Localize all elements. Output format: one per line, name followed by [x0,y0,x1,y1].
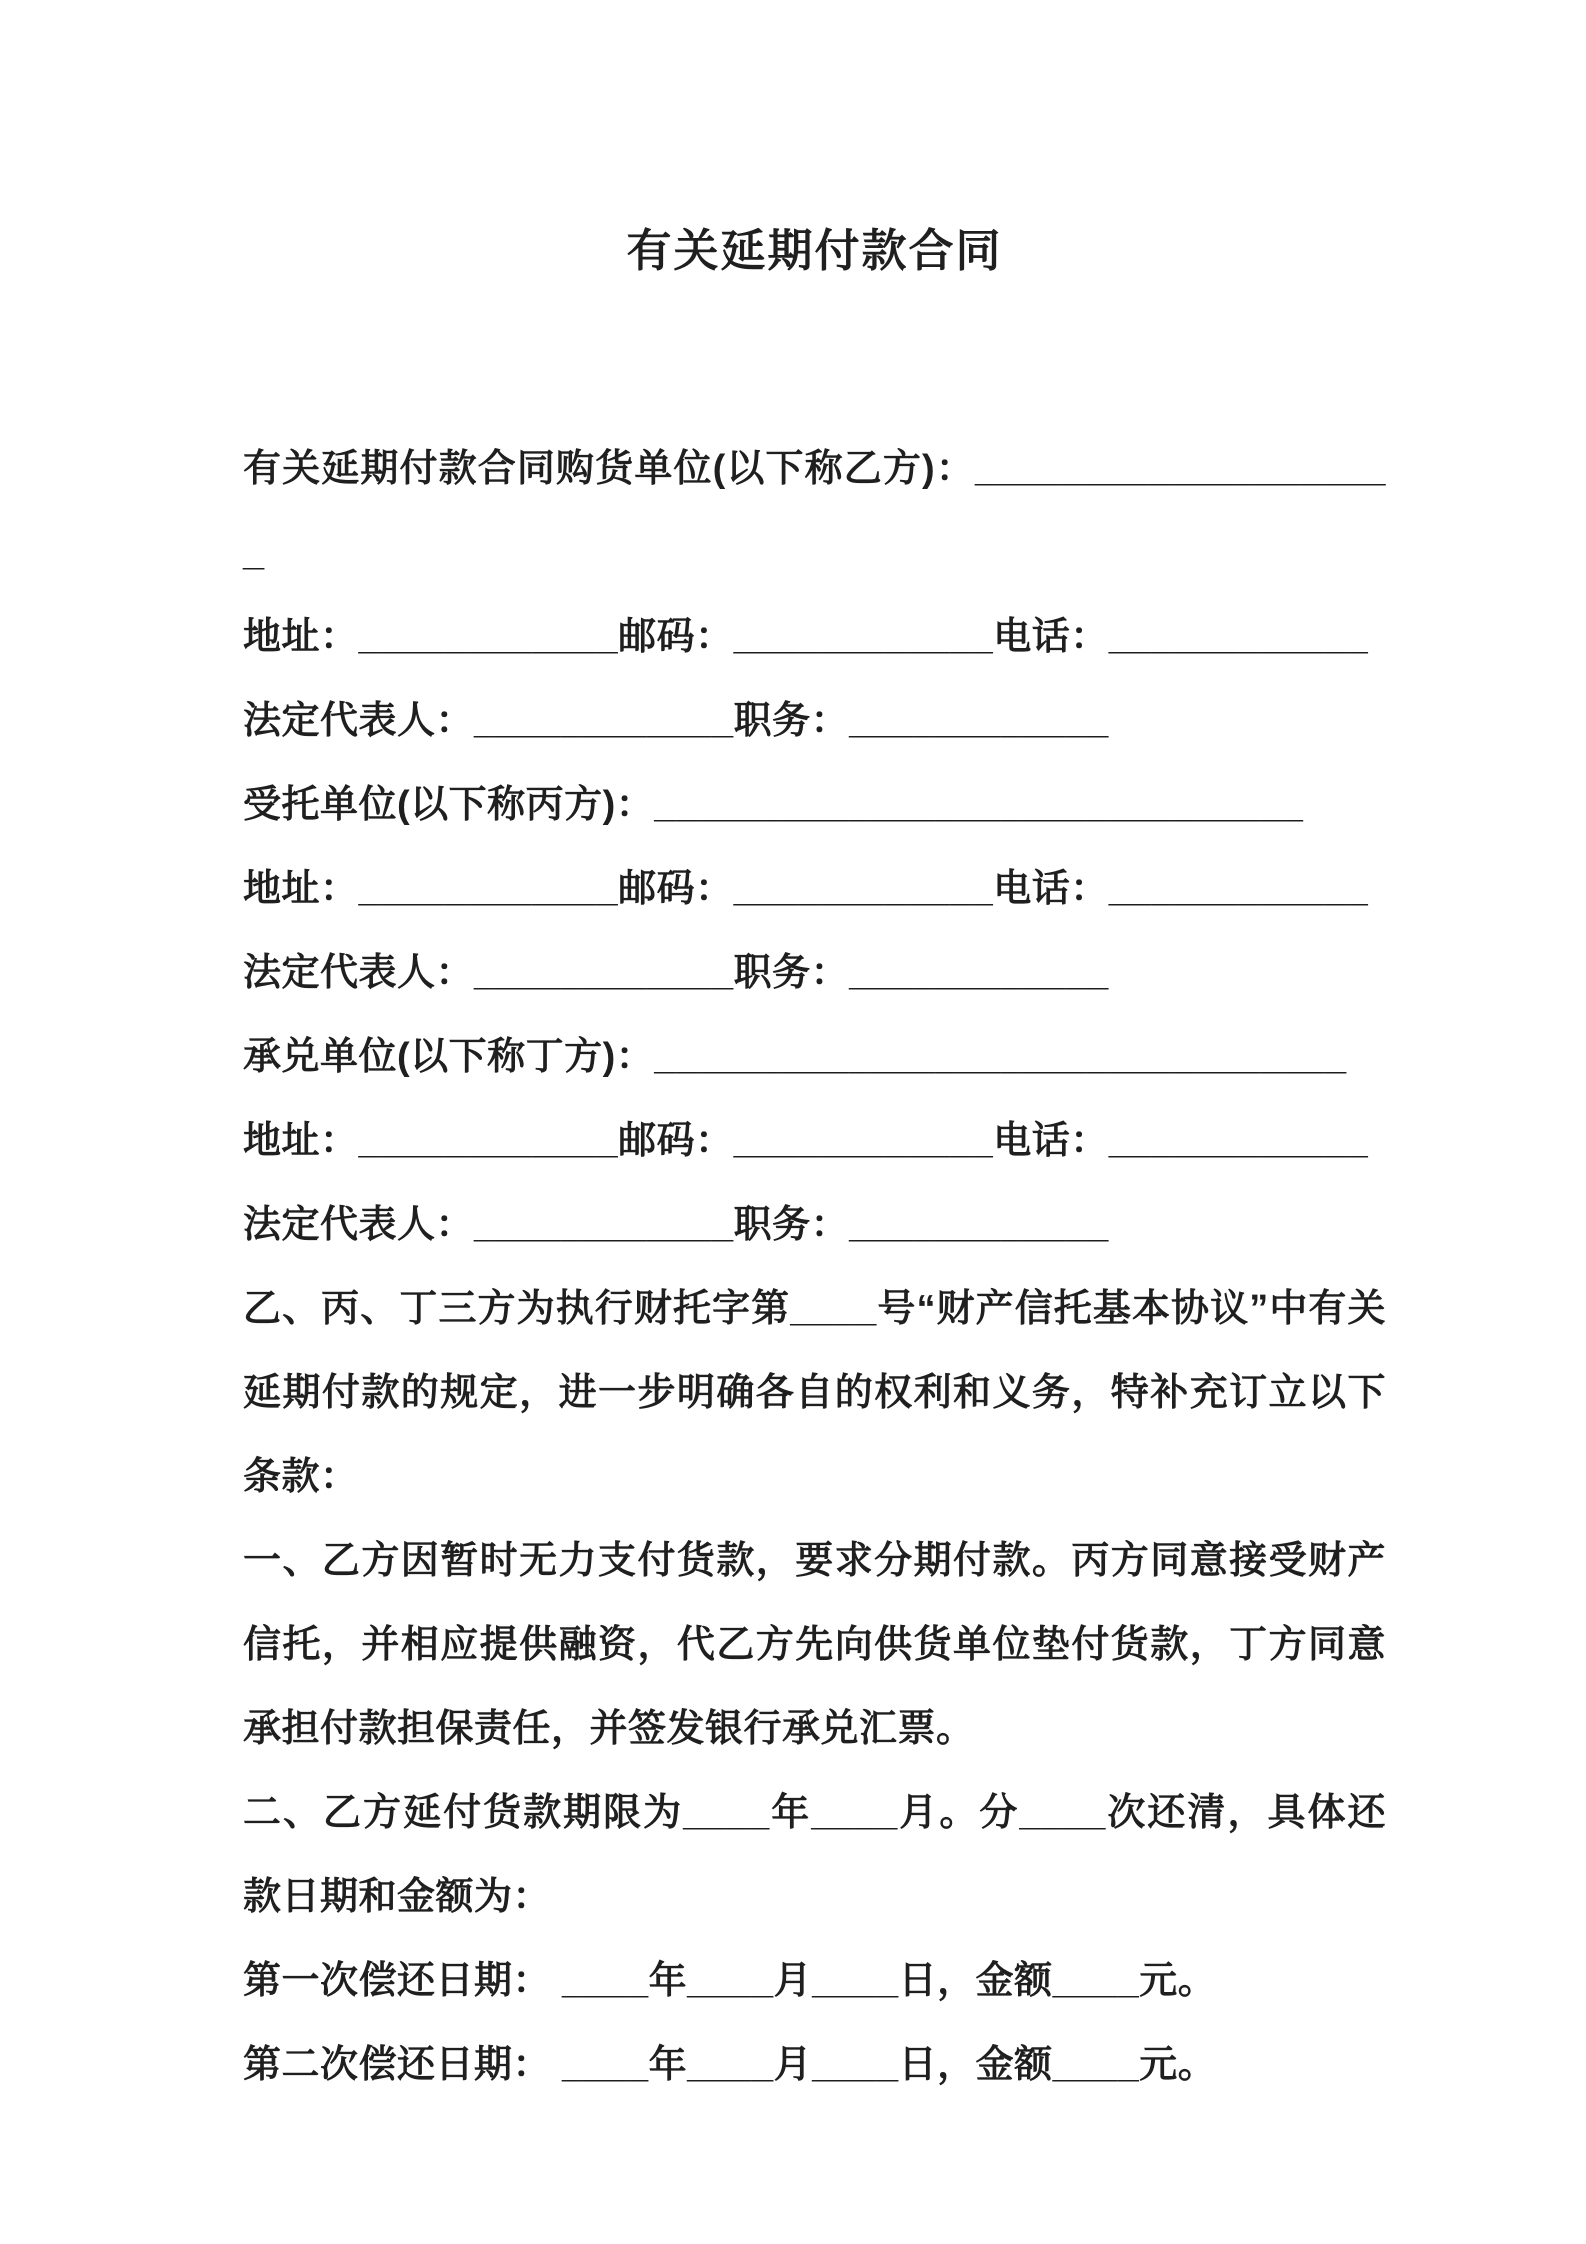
line-second-repayment: 第二次偿还日期： ____年____月____日，金额____元。 [243,2044,1217,2086]
line-first-repayment: 第一次偿还日期： ____年____月____日，金额____元。 [243,1960,1217,2002]
contract-body [243,427,1386,2107]
line-trustee-unit: 受托单位(以下称丙方)：______________________________ [243,784,1304,826]
page-title: 有关延期付款合同 [626,225,1003,276]
line-buyer-unit: 有关延期付款合同购货单位(以下称乙方)：____________________ [243,448,1386,574]
line-trustee-representative: 法定代表人：____________职务：____________ [243,952,1109,994]
para-preamble: 乙、丙、丁三方为执行财托字第____号“财产信托基本协议”中有关延期付款的规定，进一步明确各自的权利和义务，特补充订立以下条款： [243,1288,1386,1498]
para-clause-2: 二、乙方延付货款期限为____年____月。分____次还清，具体还款日期和金额为： [243,1792,1386,1918]
line-acceptor-representative: 法定代表人：____________职务：____________ [243,1204,1109,1246]
line-buyer-representative: 法定代表人：____________职务：____________ [243,700,1109,742]
line-trustee-address: 地址：____________邮码：____________电话：____________ [243,868,1369,910]
line-buyer-address: 地址：____________邮码：____________电话：____________ [243,616,1369,658]
line-acceptor-unit: 承兑单位(以下称丁方)：________________________________ [243,1036,1347,1078]
para-clause-1: 一、乙方因暂时无力支付货款，要求分期付款。丙方同意接受财产信托，并相应提供融资，代乙方先向供货单位垫付货款，丁方同意承担付款担保责任，并签发银行承兑汇票。 [243,1540,1386,1750]
line-acceptor-address: 地址：____________邮码：____________电话：____________ [243,1120,1369,1162]
